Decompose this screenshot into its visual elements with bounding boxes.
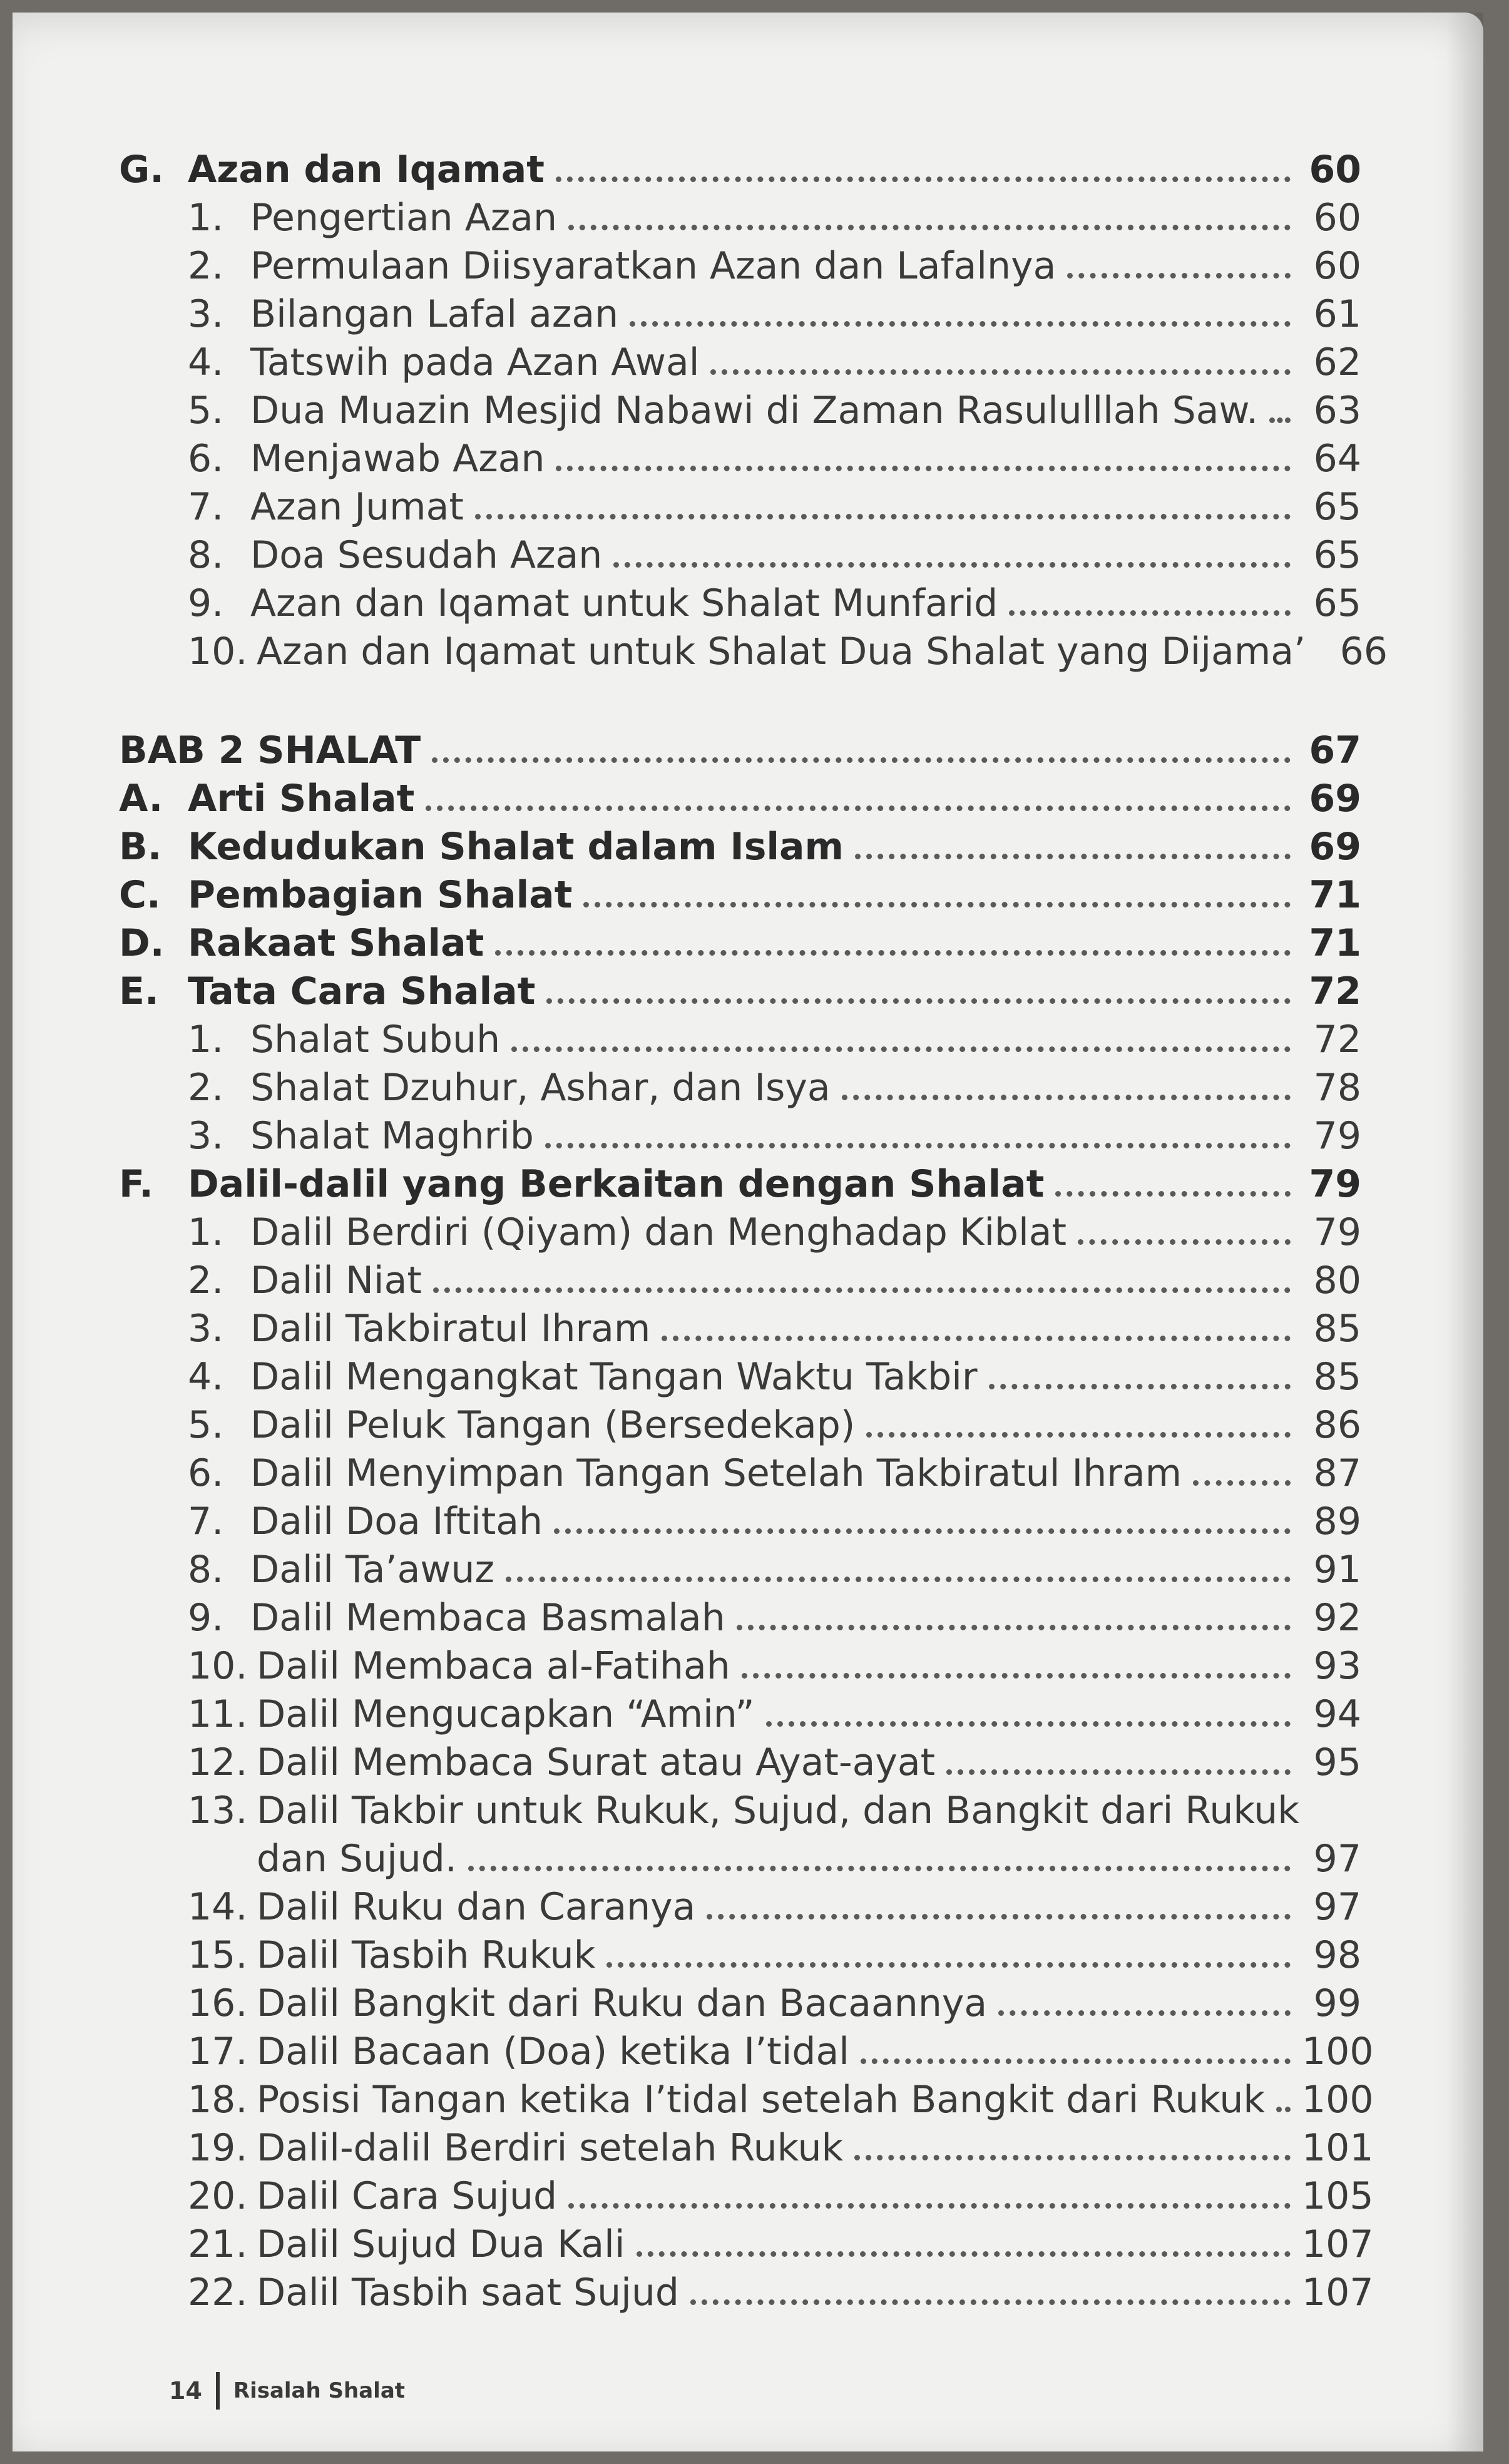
toc-entry-page: 94 — [1313, 1692, 1361, 1736]
toc-entry-page: 72 — [1309, 969, 1361, 1013]
toc-entry-title: Dalil Mengucapkan “Amin” — [257, 1692, 755, 1736]
toc-entry — [119, 773, 1361, 821]
toc-entry-number: 15. — [188, 1933, 248, 1977]
toc-entry-title: Pembagian Shalat — [188, 873, 573, 917]
toc-dot-leader — [556, 466, 1291, 471]
toc-entry-title: Arti Shalat — [188, 777, 415, 820]
toc-entry-page: 67 — [1309, 728, 1361, 772]
toc-entry — [119, 821, 1361, 869]
toc-entry-title: Dalil-dalil Berdiri setelah Rukuk — [257, 2126, 844, 2170]
toc-dot-leader — [690, 2299, 1291, 2305]
toc-entry — [119, 1592, 1361, 1640]
table-of-contents — [119, 144, 1388, 2315]
toc-dot-leader — [495, 950, 1291, 956]
toc-entry-title: Dalil Doa Iftitah — [250, 1500, 543, 1543]
toc-entry-title: Kedudukan Shalat dalam Islam — [188, 825, 844, 869]
toc-entry-title: Dalil Membaca al-Fatihah — [257, 1644, 730, 1688]
toc-entry-title: dan Sujud. — [257, 1837, 457, 1881]
toc-entry-number: E. — [119, 969, 159, 1013]
toc-dot-leader — [998, 2010, 1291, 2016]
toc-entry-title: Shalat Maghrib — [250, 1114, 534, 1158]
toc-dot-leader — [568, 225, 1291, 230]
toc-dot-leader — [432, 757, 1291, 763]
toc-entry-number: 4. — [188, 340, 224, 384]
toc-entry-page: 63 — [1313, 389, 1361, 432]
toc-entry-title: Shalat Dzuhur, Ashar, dan Isya — [250, 1066, 831, 1110]
toc-entry-page: 97 — [1313, 1885, 1361, 1929]
toc-entry-number: 3. — [188, 1307, 224, 1351]
toc-entry — [119, 918, 1361, 966]
toc-dot-leader — [1276, 2107, 1291, 2112]
toc-entry-number: 3. — [188, 1114, 224, 1158]
toc-entry-title: Dalil Takbiratul Ihram — [250, 1307, 651, 1351]
toc-entry-title: Posisi Tangan ketika I’tidal setelah Bangkit dari Rukuk — [257, 2078, 1266, 2122]
toc-entry-page: 60 — [1313, 244, 1361, 288]
toc-entry — [119, 1496, 1361, 1544]
toc-dot-leader — [506, 1577, 1291, 1582]
toc-entry-number: 8. — [188, 533, 224, 577]
toc-entry-page: 62 — [1313, 340, 1361, 384]
toc-entry — [119, 433, 1361, 481]
toc-dot-leader — [1055, 1191, 1291, 1197]
toc-entry-page: 60 — [1309, 148, 1361, 192]
toc-entry-page: 91 — [1313, 1548, 1361, 1592]
toc-entry — [119, 337, 1361, 385]
toc-entry-number: 14. — [188, 1885, 248, 1929]
toc-entry — [119, 626, 1388, 674]
toc-entry-title: Permulaan Diisyaratkan Azan dan Lafalnya — [250, 244, 1056, 288]
toc-entry-title: Dalil Membaca Surat atau Ayat-ayat — [257, 1741, 936, 1784]
toc-entry-title: Dalil Bacaan (Doa) ketika I’tidal — [257, 2030, 849, 2073]
toc-entry — [119, 1978, 1361, 2026]
toc-entry-page: 71 — [1309, 921, 1361, 965]
toc-entry-page: 79 — [1313, 1210, 1361, 1254]
toc-entry-number: D. — [119, 921, 165, 965]
toc-entry — [119, 529, 1361, 578]
toc-entry-number: 6. — [188, 1451, 224, 1495]
toc-entry — [119, 2074, 1374, 2122]
toc-dot-leader — [637, 2251, 1291, 2257]
toc-entry-number: 13. — [188, 1789, 248, 1833]
toc-dot-leader — [946, 1769, 1291, 1775]
toc-dot-leader — [707, 1914, 1291, 1920]
toc-entry-title: Azan dan Iqamat — [188, 148, 545, 192]
toc-dot-leader — [606, 1962, 1291, 1968]
toc-entry — [119, 1303, 1361, 1351]
toc-entry — [119, 1640, 1361, 1689]
toc-dot-leader — [855, 854, 1291, 859]
toc-entry-title: Dalil Tasbih saat Sujud — [257, 2271, 679, 2314]
toc-entry-page: 86 — [1313, 1403, 1361, 1447]
toc-entry-page: 107 — [1302, 2222, 1374, 2266]
toc-entry-page: 60 — [1313, 196, 1361, 240]
toc-entry-page: 61 — [1313, 292, 1361, 336]
toc-entry — [119, 289, 1361, 337]
toc-entry-number: 22. — [188, 2271, 248, 2314]
page-spine-shadow — [1446, 13, 1483, 2451]
toc-entry-page: 95 — [1313, 1741, 1361, 1784]
toc-entry-number: 5. — [188, 389, 224, 432]
toc-dot-leader — [433, 1287, 1291, 1293]
toc-entry-page: 107 — [1302, 2271, 1374, 2314]
toc-dot-leader — [766, 1721, 1291, 1727]
toc-entry-page: 71 — [1309, 873, 1361, 917]
toc-entry-number: 9. — [188, 581, 224, 625]
toc-entry-page: 87 — [1313, 1451, 1361, 1495]
toc-entry-page: 85 — [1313, 1355, 1361, 1399]
page-footer — [169, 2372, 405, 2410]
toc-dot-leader — [1078, 1239, 1291, 1245]
toc-entry — [119, 1014, 1361, 1062]
toc-entry-number: 1. — [188, 1018, 224, 1061]
toc-dot-leader — [742, 1673, 1291, 1679]
toc-entry-title: Dalil Ta’awuz — [250, 1548, 494, 1592]
toc-entry-page: 78 — [1313, 1066, 1361, 1110]
toc-entry-title: Dalil Ruku dan Caranya — [257, 1885, 696, 1929]
toc-entry — [119, 385, 1361, 433]
toc-entry-number: 7. — [188, 1500, 224, 1543]
toc-entry-page: 69 — [1309, 777, 1361, 820]
toc-entry — [119, 578, 1361, 626]
toc-entry-number: A. — [119, 777, 163, 820]
toc-entry-page: 64 — [1313, 437, 1361, 481]
toc-entry-number: 10. — [188, 630, 248, 673]
toc-entry-number: 3. — [188, 292, 224, 336]
toc-entry-page: 69 — [1309, 825, 1361, 869]
toc-entry-page: 97 — [1313, 1837, 1361, 1881]
toc-entry — [119, 2170, 1374, 2219]
toc-entry-number: 9. — [188, 1596, 224, 1640]
toc-dot-leader — [1269, 417, 1291, 423]
toc-entry-page: 93 — [1313, 1644, 1361, 1688]
toc-dot-leader — [861, 2058, 1291, 2064]
toc-entry-title: Tatswih pada Azan Awal — [250, 340, 700, 384]
toc-entry-title: Dalil Niat — [250, 1259, 422, 1302]
toc-entry — [119, 966, 1361, 1014]
toc-entry — [119, 1737, 1361, 1785]
toc-entry-number: 11. — [188, 1692, 248, 1736]
toc-entry-title: Dalil Membaca Basmalah — [250, 1596, 725, 1640]
toc-entry-title: Dalil Mengangkat Tangan Waktu Takbir — [250, 1355, 978, 1399]
footer-page-number: 14 — [169, 2377, 202, 2405]
toc-dot-leader — [583, 902, 1291, 907]
toc-entry — [119, 1207, 1361, 1255]
toc-entry-title: Azan dan Iqamat untuk Shalat Dua Shalat yang Dijama’ — [257, 630, 1306, 673]
toc-entry-page: 65 — [1313, 533, 1361, 577]
toc-entry-number: 8. — [188, 1548, 224, 1592]
toc-entry-title: Dalil Cara Sujud — [257, 2174, 558, 2218]
toc-entry-page: 89 — [1313, 1500, 1361, 1543]
toc-entry-title: Azan dan Iqamat untuk Shalat Munfarid — [250, 581, 998, 625]
toc-entry — [119, 869, 1361, 918]
toc-entry — [119, 1399, 1361, 1448]
toc-entry-page: 65 — [1313, 485, 1361, 529]
toc-entry — [119, 1544, 1361, 1592]
toc-entry-number: 10. — [188, 1644, 248, 1688]
toc-entry-number: G. — [119, 148, 165, 192]
toc-dot-leader — [426, 805, 1291, 811]
toc-entry-page: 79 — [1313, 1114, 1361, 1158]
toc-entry-page: 65 — [1313, 581, 1361, 625]
toc-entry-page: 98 — [1313, 1933, 1361, 1977]
footer-divider — [216, 2372, 220, 2410]
toc-entry — [119, 1255, 1361, 1303]
toc-entry-page: 66 — [1339, 630, 1388, 673]
toc-entry-number: 17. — [188, 2030, 248, 2073]
toc-entry-number: 1. — [188, 196, 224, 240]
toc-entry-number: 2. — [188, 1259, 224, 1302]
toc-entry-title: Bilangan Lafal azan — [250, 292, 619, 336]
toc-dot-leader — [568, 2203, 1291, 2209]
toc-entry-title: Dalil Bangkit dari Ruku dan Bacaannya — [257, 1981, 988, 2025]
toc-entry — [119, 2122, 1374, 2170]
toc-dot-leader — [556, 176, 1291, 182]
toc-entry-title: Doa Sesudah Azan — [250, 533, 603, 577]
toc-dot-leader — [468, 1866, 1291, 1871]
toc-dot-leader — [545, 1143, 1291, 1148]
toc-entry — [119, 1448, 1361, 1496]
toc-entry-title: Dalil Menyimpan Tangan Setelah Takbiratul Ihram — [250, 1451, 1182, 1495]
toc-dot-leader — [662, 1336, 1291, 1341]
toc-entry-title: Dalil Takbir untuk Rukuk, Sujud, dan Bangkit dari Rukuk — [257, 1789, 1300, 1833]
toc-entry-title: Dalil Sujud Dua Kali — [257, 2222, 625, 2266]
toc-entry — [119, 1881, 1361, 1930]
toc-entry — [119, 1158, 1361, 1207]
toc-entry — [119, 192, 1361, 240]
toc-entry-number: C. — [119, 873, 161, 917]
toc-entry-title: BAB 2 SHALAT — [119, 728, 421, 772]
toc-entry-number: 16. — [188, 1981, 248, 2025]
toc-dot-leader — [1067, 273, 1291, 279]
toc-entry-number: 20. — [188, 2174, 248, 2218]
toc-entry-title: Dalil Peluk Tangan (Bersedekap) — [250, 1403, 856, 1447]
toc-entry-page: 100 — [1302, 2030, 1374, 2073]
toc-entry-number: 5. — [188, 1403, 224, 1447]
toc-entry — [119, 240, 1361, 289]
toc-dot-leader — [866, 1432, 1291, 1438]
toc-entry-title: Dalil Tasbih Rukuk — [257, 1933, 596, 1977]
toc-entry — [119, 1062, 1361, 1110]
toc-dot-leader — [554, 1528, 1291, 1534]
toc-entry-page: 80 — [1313, 1259, 1361, 1302]
toc-entry — [119, 481, 1361, 529]
toc-entry — [119, 1833, 1361, 1881]
toc-entry-page: 100 — [1302, 2078, 1374, 2122]
toc-entry-page: 85 — [1313, 1307, 1361, 1351]
toc-entry-number: 2. — [188, 244, 224, 288]
toc-dot-leader — [613, 562, 1291, 568]
toc-dot-leader — [842, 1095, 1291, 1100]
toc-entry — [119, 1785, 1361, 1833]
toc-entry-number: 2. — [188, 1066, 224, 1110]
toc-dot-leader — [511, 1046, 1291, 1052]
toc-entry-number: 18. — [188, 2078, 248, 2122]
toc-entry-page: 92 — [1313, 1596, 1361, 1640]
toc-entry-title: Tata Cara Shalat — [188, 969, 536, 1013]
toc-entry-number: 7. — [188, 485, 224, 529]
toc-entry-number: F. — [119, 1162, 153, 1206]
toc-entry-page: 101 — [1302, 2126, 1374, 2170]
toc-entry-title: Pengertian Azan — [250, 196, 558, 240]
toc-entry — [119, 1689, 1361, 1737]
toc-dot-leader — [630, 321, 1291, 327]
toc-entry — [119, 2026, 1374, 2074]
toc-entry-page: 72 — [1313, 1018, 1361, 1061]
toc-entry-number: 1. — [188, 1210, 224, 1254]
toc-entry — [119, 2267, 1374, 2315]
toc-dot-leader — [1193, 1480, 1291, 1486]
toc-entry-number: 21. — [188, 2222, 248, 2266]
toc-dot-leader — [546, 998, 1291, 1004]
toc-dot-leader — [989, 1384, 1291, 1389]
toc-entry-title: Azan Jumat — [250, 485, 464, 529]
toc-entry-page: 79 — [1309, 1162, 1361, 1206]
toc-entry — [119, 144, 1361, 192]
toc-entry-number: 12. — [188, 1741, 248, 1784]
toc-entry — [119, 1110, 1361, 1158]
toc-dot-leader — [1009, 610, 1291, 616]
toc-dot-leader — [854, 2155, 1291, 2160]
footer-book-title: Risalah Shalat — [233, 2378, 406, 2403]
toc-dot-leader — [710, 369, 1291, 375]
toc-entry-title: Menjawab Azan — [250, 437, 545, 481]
toc-entry-title: Dua Muazin Mesjid Nabawi di Zaman Rasululllah Saw. — [250, 389, 1259, 432]
toc-entry-title: Dalil Berdiri (Qiyam) dan Menghadap Kiblat — [250, 1210, 1067, 1254]
toc-entry-title: Rakaat Shalat — [188, 921, 484, 965]
toc-entry-number: 4. — [188, 1355, 224, 1399]
toc-entry-title: Dalil-dalil yang Berkaitan dengan Shalat — [188, 1162, 1045, 1206]
toc-entry — [119, 1351, 1361, 1399]
toc-entry — [119, 725, 1361, 773]
toc-entry — [119, 1930, 1361, 1978]
toc-dot-leader — [475, 514, 1291, 519]
toc-dot-leader — [737, 1625, 1291, 1630]
toc-entry-number: B. — [119, 825, 162, 869]
toc-entry-page: 105 — [1302, 2174, 1374, 2218]
toc-entry-number: 19. — [188, 2126, 248, 2170]
toc-entry-page: 99 — [1313, 1981, 1361, 2025]
toc-entry-number: 6. — [188, 437, 224, 481]
book-page — [13, 13, 1483, 2451]
toc-entry-title: Shalat Subuh — [250, 1018, 501, 1061]
toc-entry — [119, 2219, 1374, 2267]
